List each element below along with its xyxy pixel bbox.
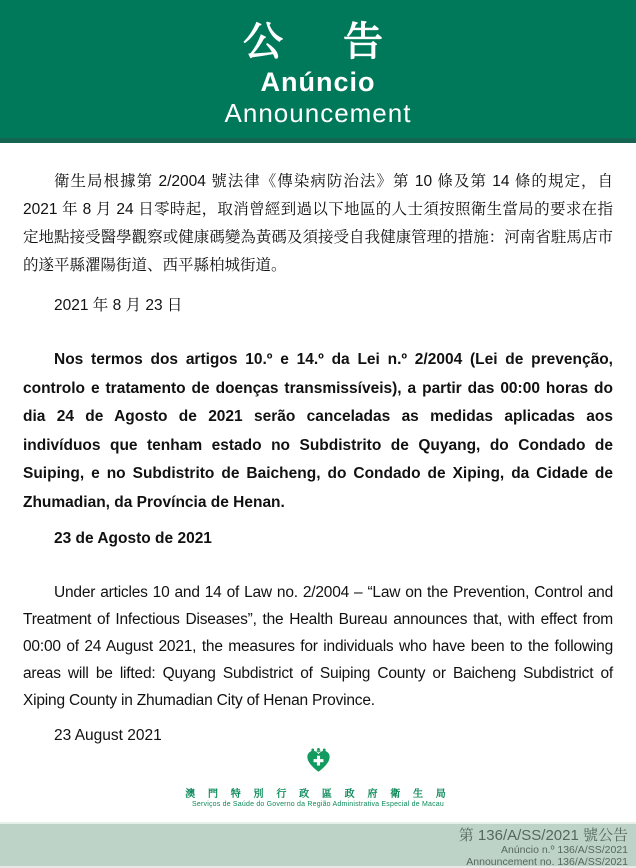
announcement-number-pt: Anúncio n.º 136/A/SS/2021 <box>500 844 628 856</box>
bureau-name-pt: Serviços de Saúde do Governo da Região Administrativa Especial de Macau <box>192 801 444 808</box>
page-title-pt: Anúncio <box>260 67 376 97</box>
footer-reference-band <box>0 822 636 866</box>
page-title-zh: 公 告 <box>243 20 393 64</box>
notice-date-pt: 23 de Agosto de 2021 <box>54 530 212 547</box>
announcement-number-zh: 第 136/A/SS/2021 號公告 <box>458 827 628 844</box>
notice-paragraph-en: Under articles 10 and 14 of Law no. 2/2004 – “Law on the Prevention, Control and Treatment of Infectious Diseases”, the Health Bureau announces that, with effect from 00:00 of 24 August 2021, the measures for individuals who have been to the following areas will be lifted: Quyang Subdistrict of Suiping County or Baicheng Subdistrict of Xiping County in Zhumadian City of Henan Province. <box>23 584 613 709</box>
page-title-en: Announcement <box>224 98 412 128</box>
notice-paragraph-pt: Nos termos dos artigos 10.º e 14.º da Lei n.º 2/2004 (Lei de prevenção, controlo e tratamento de doenças transmissíveis), a partir das 00:00 horas do dia 24 de Agosto de 2021 serão canceladas as medidas aplicadas aos indivíduos que tenham estado no Subdistrito de Quyang, do Condado de Suiping, e no Subdistrito de Baicheng, do Condado de Xiping, da Cidade de Zhumadian, da Província de Henan. <box>23 351 613 511</box>
health-bureau-heart-logo-icon <box>305 745 332 777</box>
notice-date-zh: 2021 年 8 月 23 日 <box>54 297 183 314</box>
notice-body <box>0 143 636 745</box>
notice-date-en: 23 August 2021 <box>54 727 162 744</box>
banner <box>0 0 636 143</box>
health-bureau-logo-block <box>0 745 636 822</box>
bureau-name-zh: 澳 門 特 別 行 政 區 政 府 衛 生 局 <box>185 789 451 800</box>
announcement-number-en: Announcement no. 136/A/SS/2021 <box>466 856 628 868</box>
notice-paragraph-zh: 衛生局根據第 2/2004 號法律《傳染病防治法》第 10 條及第 14 條的規定，自 2021 年 8 月 24 日零時起，取消曾經到過以下地區的人士須按照衛生當局的要求在指定地點接受醫學觀察或健康碼變為黃碼及須接受自我健康管理的措施：河南省駐馬店市的遂平縣灈陽街道、西平縣柏城街道。 <box>23 173 613 274</box>
